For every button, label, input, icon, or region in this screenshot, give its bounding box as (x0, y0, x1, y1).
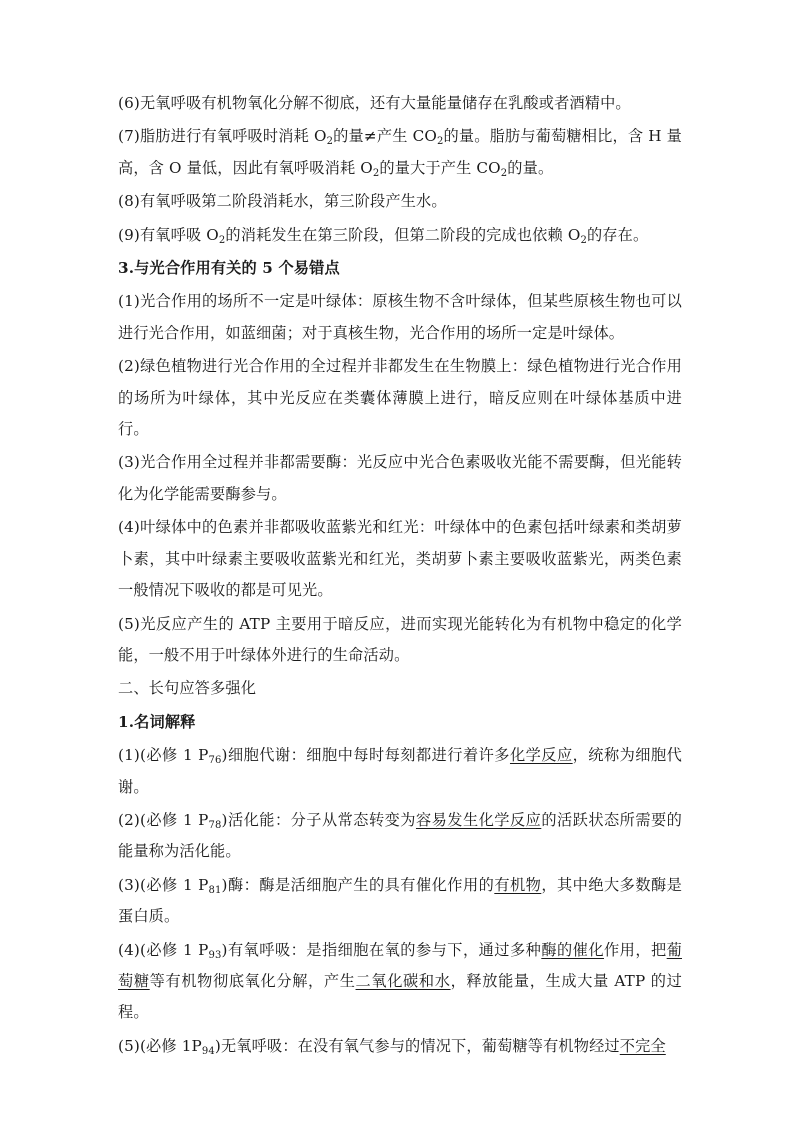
text: ，统称为细胞代谢。 (118, 746, 682, 796)
text: 的存在。 (586, 225, 649, 244)
paragraph-water-stages (118, 186, 682, 217)
text: )无氧呼吸：在没有氧气参与的情况下，葡萄糖等有机物经过 (214, 1036, 620, 1055)
text: 的活跃状态所需要的能量称为活化能。 (118, 810, 682, 861)
term-cell-metabolism (118, 740, 682, 803)
paragraph-photo-5: (5)光反应产生的 ATP 主要用于暗反应，进而实现光能转化为有机物中稳定的化学能，一般不用于叶绿体外进行的生命活动。 (118, 614, 682, 664)
text: 的量。脂肪与葡萄糖相比，含 H 量高，含 O 量低，因此有氧呼吸消耗 O (118, 127, 682, 177)
text: (2)(必修 1 P (118, 810, 209, 829)
heading-term-definitions: 1.名词解释 (118, 712, 196, 731)
subscript: 2 (580, 234, 587, 246)
heading-photosynthesis-errors: 3.与光合作用有关的 5 个易错点 (118, 259, 340, 278)
underlined-answer: 酶的催化 (541, 940, 604, 959)
text: (4)(必修 1 P (118, 940, 209, 959)
subscript: 2 (372, 167, 380, 179)
text: )活化能：分子从常态转变为 (221, 810, 416, 829)
text: (3)(必修 1 P (118, 875, 209, 894)
underlined-answer: 容易发生化学反应 (415, 810, 542, 829)
text: 等有机物彻底氧化分解，产生 (149, 971, 356, 990)
underlined-answer: 葡萄糖 (118, 940, 682, 990)
underlined-answer: 化学反应 (509, 746, 573, 765)
section-heading-long-answers: 二、长句应答多强化 (118, 679, 257, 698)
term-aerobic-respiration (118, 935, 682, 1029)
text: 的消耗发生在第三阶段，但第二阶段的完成也依赖 O (225, 225, 581, 244)
paragraph-photo-3: (3)光合作用全过程并非都需要酶：光反应中光合色素吸收光能不需要酶，但光能转化为化学能需要酶参与。 (118, 453, 682, 503)
paragraph-photo-4: (4)叶绿体中的色素并非都吸收蓝紫光和红光：叶绿体中的色素包括叶绿素和类胡萝卜素，其中叶绿素主要吸收蓝紫光和红光，类胡萝卜素主要吸收蓝紫光，两类色素一般情况下吸收的都是可见光。 (118, 518, 682, 600)
subscript: 2 (326, 136, 334, 148)
text: (6)无氧呼吸有机物氧化分解不彻底，还有大量能量储存在乳酸或者酒精中。 (118, 94, 631, 112)
text: 的量≠产生 CO (333, 127, 437, 146)
text: ，释放能量，生成大量 ATP 的过程。 (118, 971, 682, 1022)
text: (5)(必修 1P (118, 1036, 202, 1055)
text: (9)有氧呼吸 O (118, 225, 219, 244)
term-anaerobic-respiration (118, 1031, 682, 1062)
paragraph-photo-1: (1)光合作用的场所不一定是叶绿体：原核生物不含叶绿体，但某些原核生物也可以进行光合作用，如蓝细菌；对于真核生物，光合作用的场所一定是叶绿体。 (118, 292, 682, 342)
subscript: 2 (500, 167, 508, 179)
subscript: 2 (436, 136, 444, 148)
text: 作用，把 (603, 940, 667, 959)
underlined-answer: 二氧化碳和水 (355, 971, 451, 990)
page-subscript: 94 (201, 1045, 215, 1057)
paragraph-anaerobic-incomplete (118, 88, 682, 119)
text: (7)脂肪进行有氧呼吸时消耗 O (118, 127, 327, 146)
text: 的量大于产生 CO (379, 158, 501, 177)
term-activation-energy (118, 805, 682, 868)
paragraph-photo-2: (2)绿色植物进行光合作用的全过程并非都发生在生物膜上：绿色植物进行光合作用的场所为叶绿体，其中光反应在类囊体薄膜上进行，暗反应则在叶绿体基质中进行。 (118, 357, 682, 439)
paragraph-oxygen-consumption (118, 220, 682, 251)
text: (8)有氧呼吸第二阶段消耗水，第三阶段产生水。 (118, 192, 447, 211)
text: )酶：酶是活细胞产生的具有催化作用的 (221, 875, 495, 894)
term-enzyme (118, 870, 682, 933)
page-subscript: 76 (208, 755, 222, 767)
page-subscript: 78 (208, 819, 222, 831)
text: 的量。 (507, 158, 554, 177)
page-subscript: 81 (208, 884, 222, 896)
subscript: 2 (218, 234, 226, 246)
text: ，其中绝大多数酶是蛋白质。 (118, 875, 683, 926)
text: (1)(必修 1 P (118, 746, 209, 765)
paragraph-fat-respiration (118, 121, 682, 184)
underlined-answer: 不完全 (619, 1036, 666, 1055)
document-page (118, 88, 682, 1064)
underlined-answer: 有机物 (494, 875, 542, 894)
page-subscript: 93 (208, 949, 222, 961)
text: )细胞代谢：细胞中每时每刻都进行着许多 (221, 746, 510, 765)
text: )有氧呼吸：是指细胞在氧的参与下，通过多种 (221, 940, 542, 959)
